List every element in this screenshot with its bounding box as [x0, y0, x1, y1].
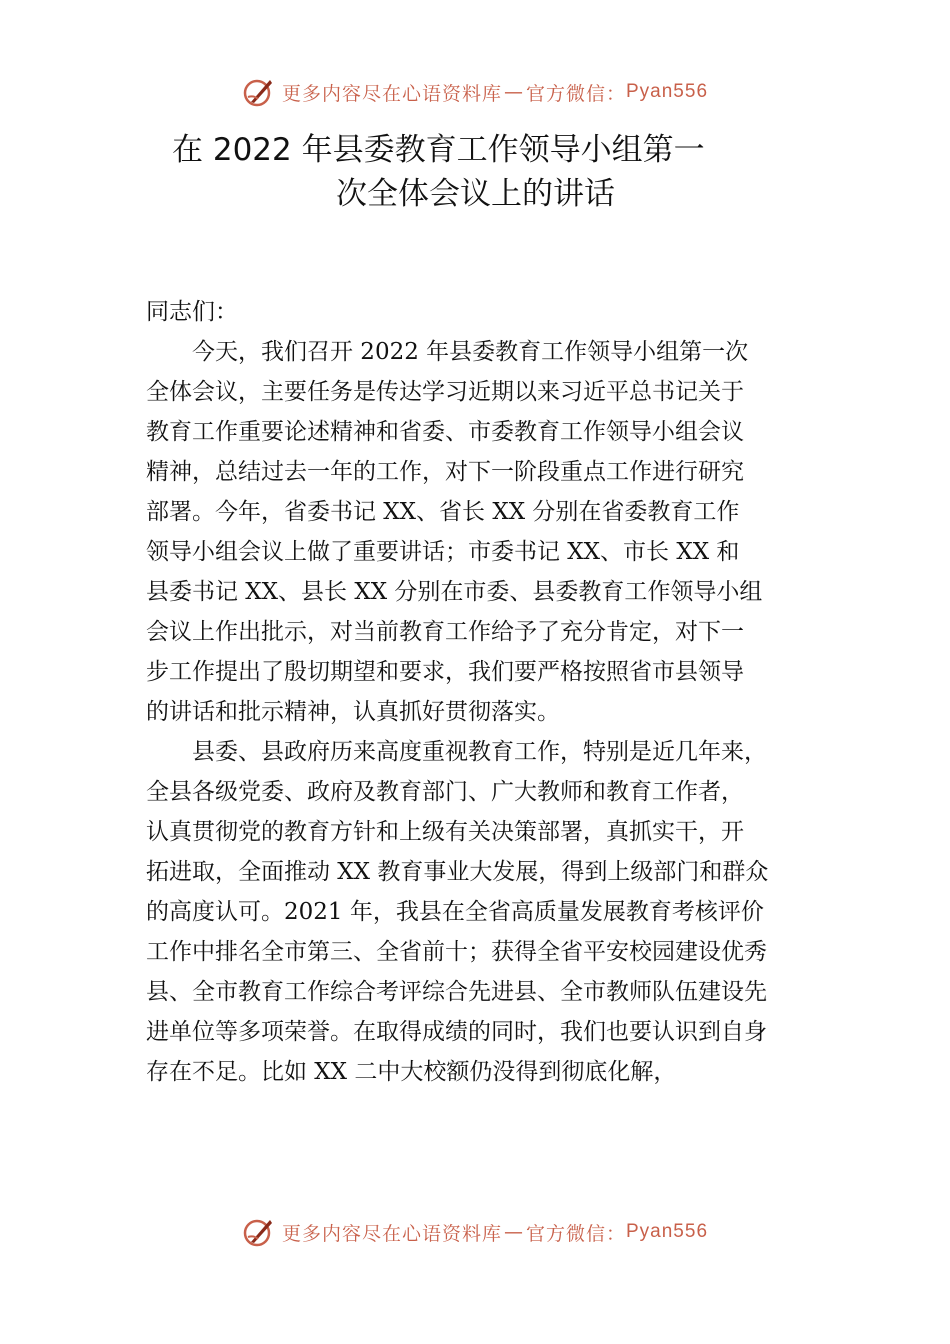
banner-contact-label: 官方微信： — [525, 82, 626, 105]
title-line-2: 次全体会议上的讲话 — [336, 176, 615, 212]
banner-separator: — — [503, 1221, 524, 1243]
paragraph-line: 步工作提出了殷切期望和要求，我们要严格按照省市县领导 — [146, 659, 744, 685]
paragraph-line: 精神，总结过去一年的工作，对下一阶段重点工作进行研究 — [146, 459, 744, 485]
banner-separator: — — [503, 81, 524, 103]
salutation: 同志们： — [146, 299, 238, 325]
banner-contact-label: 官方微信： — [525, 1222, 626, 1245]
paragraph-1 — [146, 332, 836, 732]
paragraph-line: 县、全市教育工作综合考评综合先进县、全市教师队伍建设先 — [146, 979, 767, 1005]
quill-logo-icon — [242, 1215, 276, 1249]
document-body — [146, 292, 836, 1092]
paragraph-line: 会议上作出批示，对当前教育工作给予了充分肯定，对下一 — [146, 619, 744, 645]
footer-watermark-banner — [0, 1210, 950, 1254]
paragraph-line: 拓进取，全面推动 XX 教育事业大发展，得到上级部门和群众 — [146, 859, 769, 885]
paragraph-line: 认真贯彻党的教育方针和上级有关决策部署，真抓实干，开 — [146, 819, 744, 845]
title-line-1: 在 2022 年县委教育工作领导小组第一 — [172, 132, 705, 168]
paragraph-line: 部署。今年，省委书记 XX、省长 XX 分别在省委教育工作 — [146, 499, 740, 525]
paragraph-line: 全县各级党委、政府及教育部门、广大教师和教育工作者， — [146, 779, 744, 805]
banner-text: 更多内容尽在心语资料库 — [281, 82, 502, 105]
header-watermark-banner — [0, 70, 950, 114]
paragraph-line: 工作中排名全市第三、全省前十；获得全省平安校园建设优秀 — [146, 939, 767, 965]
paragraph-line: 的讲话和批示精神，认真抓好贯彻落实。 — [146, 699, 560, 725]
paragraph-line: 全体会议，主要任务是传达学习近期以来习近平总书记关于 — [146, 379, 744, 405]
paragraph-2 — [146, 732, 836, 1092]
paragraph-line: 存在不足。比如 XX 二中大校额仍没得到彻底化解， — [146, 1059, 677, 1085]
paragraph-line: 进单位等多项荣誉。在取得成绩的同时，我们也要认识到自身 — [146, 1019, 767, 1045]
paragraph-line: 县委、县政府历来高度重视教育工作，特别是近几年来， — [192, 739, 767, 765]
paragraph-line: 领导小组会议上做了重要讲话；市委书记 XX、市长 XX 和 — [146, 539, 740, 565]
quill-logo-icon — [242, 75, 276, 109]
paragraph-line: 教育工作重要论述精神和省委、市委教育工作领导小组会议 — [146, 419, 744, 445]
banner-text: 更多内容尽在心语资料库 — [281, 1222, 502, 1245]
paragraph-line: 县委书记 XX、县长 XX 分别在市委、县委教育工作领导小组 — [146, 579, 763, 605]
banner-contact-id: Pyan556 — [626, 81, 709, 102]
paragraph-line: 的高度认可。2021 年，我县在全省高质量发展教育考核评价 — [146, 899, 764, 925]
banner-contact-id: Pyan556 — [626, 1221, 709, 1242]
paragraph-line: 今天，我们召开 2022 年县委教育工作领导小组第一次 — [192, 339, 749, 365]
